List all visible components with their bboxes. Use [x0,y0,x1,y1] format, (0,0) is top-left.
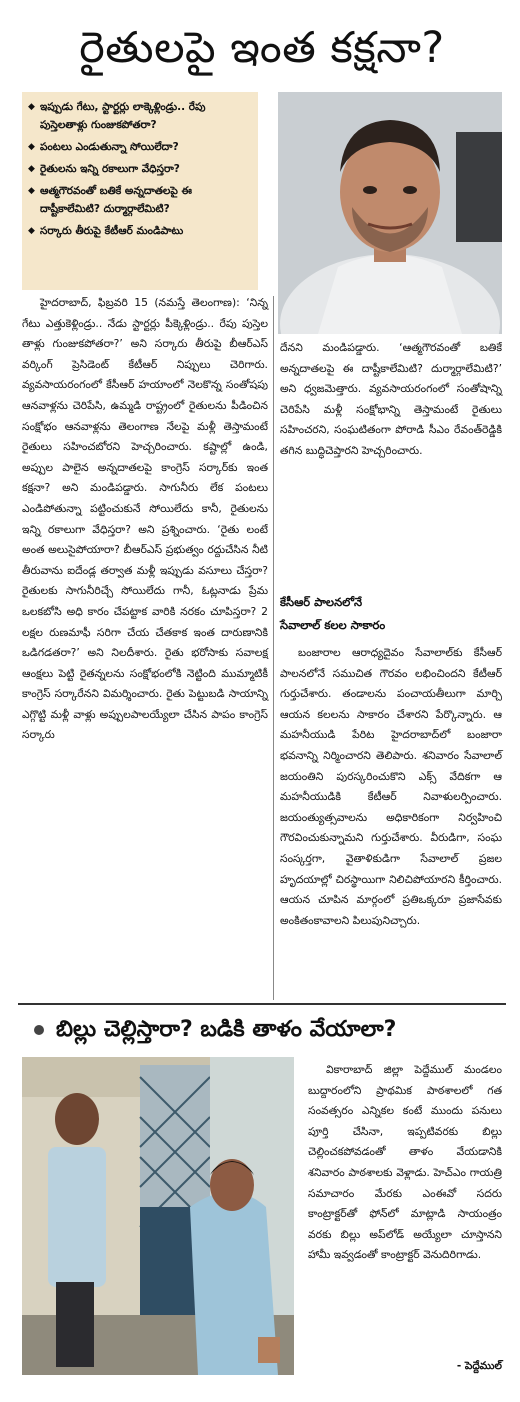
diamond-icon: ◆ [28,164,35,174]
story1-paragraph: బంజారాల ఆరాధ్యదైవం సేవాలాల్‌కు కేసీఆర్ పాలనలోనే సముచిత గౌరవం లభించిందని కేటీఆర్ గుర్తుచేశారు. తండాలను పంచాయతీలుగా మార్చి ఆయన కలలను సాకారం చేశారని పేర్కొన్నారు. ఆ మహనీయుడి పేరిట హైదరాబాద్‌లో బంజారా భవనాన్ని నిర్మించారని తెలిపారు. శనివారం సేవాలాల్ జయంతిని పురస్కరించుకొని ఎక్స్ వేదికగా ఆ మహనీయుడికి కేటీఆర్ నివాళులర్పించారు. జయంత్యుత్సవాలను అధికారికంగా నిర్వహించి గౌరవించుకున్నామని గుర్తుచేశారు. వీరుడిగా, సంఘ సంస్కర్తగా, వైతాళికుడిగా సేవాలాల్ ప్రజల హృదయాల్లో చిరస్థాయిగా నిలిచిపోయారని కీర్తించారు. ఆయన చూపిన మార్గంలో ప్రతిఒక్కరూ ప్రజాసేవకు అంకితంకావాలని పిలుపునిచ్చారు. [280,646,502,927]
school-gate-photo [22,1057,294,1375]
highlights-box [22,92,258,290]
story1-subhead: సేవాలాల్ కలల సాకారం [280,618,386,632]
diamond-icon: ◆ [28,186,35,196]
headline: రైతులపై ఇంత కక్షనా? [79,23,445,73]
highlight-item: ◆ రైతులను ఇన్ని రకాలుగా వేధిస్తరా? [28,160,252,178]
story1-subhead: కేసీఆర్ పాలనలోనే [280,595,363,609]
column-divider [273,296,274,1000]
story2-paragraph: వికారాబాద్ జిల్లా పెద్దేముల్ మండలం బుద్దారంలోని ప్రాథమిక పాఠశాలలో గత సంవత్సరం ఎన్నికల కంటే ముందు పనులు పూర్తి చేసినా, ఇప్పటివరకు బిల్లు చెల్లించకపోవడంతో తాళం వేయడానికి శనివారం పాఠశాలకు వెళ్లాడు. హెచ్‌ఎం గాయత్రి సమాచారం మేరకు ఎంఈవో సదరు కాంట్రాక్టర్‌తో ఫోన్‌లో మాట్లాడి సాయంత్రం వరకు బిల్లు అప్‌లోడ్ అయ్యేలా చూస్తానని హామీ ఇవ్వడంతో కాంట్రాక్టర్ వెనుదిరిగాడు. [308,1063,502,1262]
bullet-dot-icon [34,1025,44,1035]
story2-headline: బిల్లు చెల్లిస్తారా? బడికి తాళం వేయాలా? [34,1012,500,1048]
highlight-item: ◆ ఆత్మగౌరవంతో బతికే అన్నదాతలపై ఈ దాష్టీకాలేమిటి? దుర్మార్గాలేమిటి? [28,182,252,218]
school-gate-illustration [22,1057,294,1375]
story2-body [308,1060,502,1266]
story1-paragraph: దేనని మండిపడ్డారు. ‘ఆత్మగౌరవంతో బతికే అన్నదాతలపై ఈ దాష్టీకాలేమిటి? దుర్మార్గాలేమిటి?’ అని ధ్వజమెత్తారు. వ్యవసాయరంగంలో సంతోషాన్ని చెరిపేసి మళ్లీ సంక్షోభాన్ని తెస్తామంటే రైతులు సహించరని, సంఘటితంగా పోరాడి సీఎం రేవంత్‌రెడ్డికి తగిన బుద్ధిచెప్తారని హెచ్చరించారు. [280,341,502,457]
story1-right-column-bottom [280,643,502,931]
politician-photo [278,92,502,334]
diamond-icon: ◆ [28,102,35,112]
diamond-icon: ◆ [28,142,35,152]
dateline-credit: - పెద్దేముల్ [456,1360,502,1372]
highlight-item: ◆ ఇప్పుడు గేటు, స్టార్టర్లు లాక్కెళ్లిండ్రు.. రేపు పుస్తెలతాళ్లు గుంజుకపోతరా? [28,98,252,134]
story1-right-column-top [280,338,502,462]
story1-paragraph: హైదరాబాద్, ఫిబ్రవరి 15 (నమస్తే తెలంగాణ): ‘నిన్న గేటు ఎత్తుకెళ్లిండ్రు.. నేడు స్టార్టర్లు పీక్కెళ్లిండ్రు.. రేపు పుస్తెల తాళ్లు గుంజుకపోతరా?’ అని సర్కారు తీరుపై బీఆర్ఎస్ వర్కింగ్ ప్రెసిడెంట్ కేటీఆర్ నిప్పులు చెరిగారు. వ్యవసాయరంగంలో కేసీఆర్ హయాంలో నెలకొన్న సంతోషపు ఆనవాళ్లను చెరిపేసి, ఉమ్మడి రాష్ట్రంలో రైతులను పీడించిన సంక్షోభం ఆనవాళ్లను తెలంగాణ నేలపై మళ్లీ తెస్తామంటే రైతులు సహించబోరని హెచ్చరించారు. కష్టాల్లో ఉండి, అప్పుల పాలైన అన్నదాతలపై కాంగ్రెస్ సర్కార్‌కు ఇంత కక్షనా? అని మండిపడ్డారు. సాగునీరు లేక పంటలు ఎండిపోతున్నా పట్టించుకునే సోయిలేదు కానీ, రైతులను ఇన్ని రకాలుగా వేధిస్తరా? అని ప్రశ్నించారు. ‘రైతు లంటే అంత అలుసైపోయారా? బీఆర్ఎస్ ప్రభుత్వం రద్దుచేసిన నీటి తీరువాను ఐదేండ్ల తర్వాత మళ్లీ ఇప్పుడు వసూలు చేస్తరా? రైతులకు సాగునీరిచ్చే సోయిలేదు గానీ, ఓట్లనాడు ప్రేమ ఒలకబోసి అధి కారం చేపట్టాక వారికి నరకం చూపిస్తరా? 2 లక్షల రుణమాఫీ సరిగా చేయ చేతకాక ఇంత దారుణానికి ఒడిగడతరా?’ అని నిలదీశారు. రైతు భరోసాకు సవాలక్ష ఆంక్షలు పెట్టి రైతన్నలను సంక్షోభంలోకి నెట్టింది ముమ్మాటికీ కాంగ్రెస్ సర్కారేనని విమర్శించారు. రైతు పెట్టుబడి సాయాన్ని ఎగ్గొట్టి మళ్లీ వాళ్లు అప్పులపాలయ్యేలా చేసిన పాపం కాంగ్రెస్ సర్కారు [22,296,268,742]
story1-left-column [22,293,268,746]
portrait-illustration [278,92,502,334]
diamond-icon: ◆ [28,226,35,236]
highlight-item: ◆ సర్కారు తీరుపై కేటీఆర్ మండిపాటు [28,222,252,240]
highlight-item: ◆ పంటలు ఎండుతున్నా సోయిలేదా? [28,138,252,156]
section-divider [18,1003,506,1005]
